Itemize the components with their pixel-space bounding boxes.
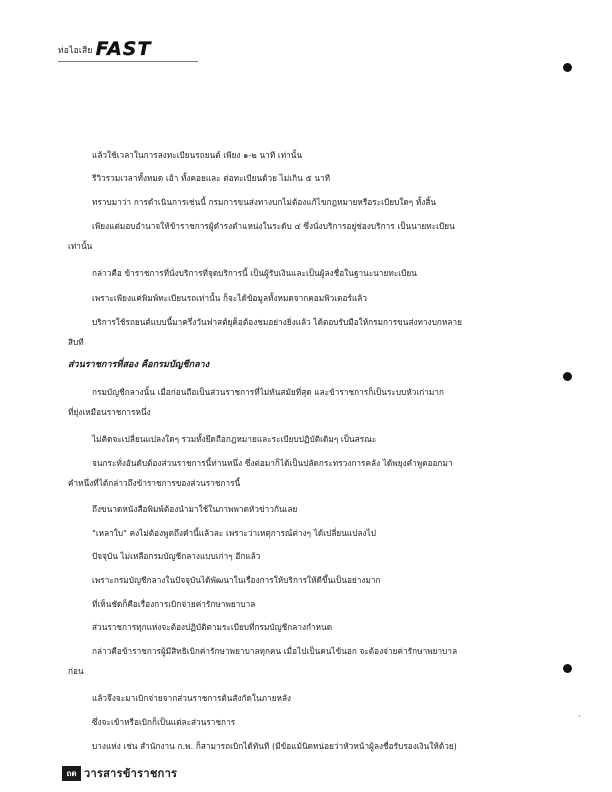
body-line: ก่อน <box>68 666 84 676</box>
body-line: รีวิวรวมเวลาทั้งหมด เอ้า ทั้งคอยและ ต่อทะเบียนด้วย ไม่เกิน ๕ นาที <box>92 173 331 183</box>
body-line: เพราะเพียงแค่พิมพ์ทะเบียนรถเท่านั้น ก็จะได้ข้อมูลทั้งหมดจากคอมพิวเตอร์แล้ว <box>92 293 367 303</box>
page-header <box>58 38 151 60</box>
body-line: เพียงแต่มอบอำนาจให้ข้าราชการผู้ดำรงตำแหน่งในระดับ ๔ ซึ่งนั่งบริการอยู่ช่องบริการ เป็นนายทะเบียน <box>92 221 455 231</box>
body-line: ส่วนราชการทุกแห่งจะต้องปฏิบัติตามระเบียบที่กรมบัญชีกลางกำหนด <box>92 622 333 632</box>
binder-hole-bottom <box>563 664 572 673</box>
footer-logo-badge: ถด <box>62 766 81 781</box>
body-line: ปัจจุบัน ไม่เหลือกรมบัญชีกลางแบบเก่าๆ อีกแล้ว <box>92 551 261 561</box>
page-footer <box>62 764 177 782</box>
body-line: กล่าวคือข้าราชการผู้มีสิทธิเบิกค่ารักษาพยาบาลทุกคน เมื่อไปเป็นคนไข้นอก จะต้องจ่ายค่ารักษาพยาบาล <box>92 646 458 656</box>
page-mark: • <box>578 714 581 720</box>
binder-hole-top <box>563 63 572 72</box>
body-line: จนกระทั่งอันดับต้องส่วนราชการนี้ท่านหนึ่ง ซึ่งต่อมาก็ได้เป็นปลัดกระทรวงการคลัง ได้พยุงคำพูดออกมา <box>92 458 453 468</box>
body-line: กล่าวคือ ข้าราชการที่นั่งบริการที่จุดบริการนี้ เป็นผู้รับเงินและเป็นผู้ลงชื่อในฐานะนายทะเบียน <box>92 268 417 278</box>
body-line: แล้วจึงจะมาเบิกจ่ายจากส่วนราชการต้นสังกัดในภายหลัง <box>92 693 292 703</box>
body-line: "เหลาใบ" คงไม่ต้องพูดถึงคำนี้แล้วละ เพราะว่าเหตุการณ์ต่างๆ ได้เปลี่ยนแปลงไป <box>92 528 377 538</box>
body-line: ถึงขนาดหนังสือพิมพ์ต้องนำมาใช้ในภาพพาดหัวข่าวกันเลย <box>92 504 298 514</box>
body-line: เท่านั้น <box>68 241 93 251</box>
body-line: แล้วใช้เวลาในการลงทะเบียนรถยนต์ เพียง ๑-๒ นาที เท่านั้น <box>92 150 303 160</box>
header-brand-logo: FAST <box>95 38 152 60</box>
body-line: ทราบมาว่า การดำเนินการเช่นนี้ กรมการขนส่งทางบกไม่ต้องแก้ไขกฎหมายหรือระเบียบใดๆ ทั้งสิ้น <box>92 197 437 207</box>
section-heading <box>68 360 209 371</box>
body-line: สิบที <box>68 337 84 347</box>
body-line: ที่ยุ่งเหมือนราชการหนึ่ง <box>68 407 151 417</box>
body-line: ซึ่งจะเข้าหรือเบิกก็เป็นแต่ละส่วนราชการ <box>92 717 236 727</box>
footer-publication-title: วารสารข้าราชการ <box>84 767 178 780</box>
section-heading-text: ส่วนราชการที่สอง คือกรมบัญชีกลาง <box>68 360 210 370</box>
body-line: ที่เห็นชัดก็คือเรื่องการเบิกจ่ายค่ารักษาพยาบาล <box>92 599 256 609</box>
header-rule <box>58 61 198 62</box>
body-line: กรมบัญชีกลางนั้น เมื่อก่อนถือเป็นส่วนราชการที่ไม่ทันสมัยที่สุด และข้าราชการก็เป็นระบบหัวเก่ามาก <box>92 387 445 397</box>
body-line: บางแห่ง เช่น สำนักงาน ก.พ. ก็สามารถเบิกได้ทันที (มีข้อแม้นิดหน่อยว่าหัวหน้าผู้ลงชื่อรับรองเงินให้ด้วย) <box>92 741 457 751</box>
body-line: บริการใช้รถยนต์แบบนี้มาครึ่งวันฟาสต์ยุค็อต้องชมอย่างยิ่งแล้ว ได้ตอบรับมือให้กรมการขนส่งทางบกหลาย <box>92 317 462 327</box>
body-line: คำหนึ่งที่ได้กล่าวถึงข้าราชการของส่วนราชการนี้ <box>68 478 241 488</box>
body-line: เพราะกรมบัญชีกลางในปัจจุบันได้พัฒนาในเรื่องการให้บริการให้ดีขึ้นเป็นอย่างมาก <box>92 575 381 585</box>
body-line: ไม่คิดจะเปลี่ยนแปลงใดๆ รวมทั้งยึดถือกฎหมายและระเบียบปฏิบัติเดิมๆ เป็นสรณะ <box>92 434 377 444</box>
header-small-text: ท่อไอเสีย <box>58 46 93 56</box>
binder-hole-middle <box>563 372 572 381</box>
